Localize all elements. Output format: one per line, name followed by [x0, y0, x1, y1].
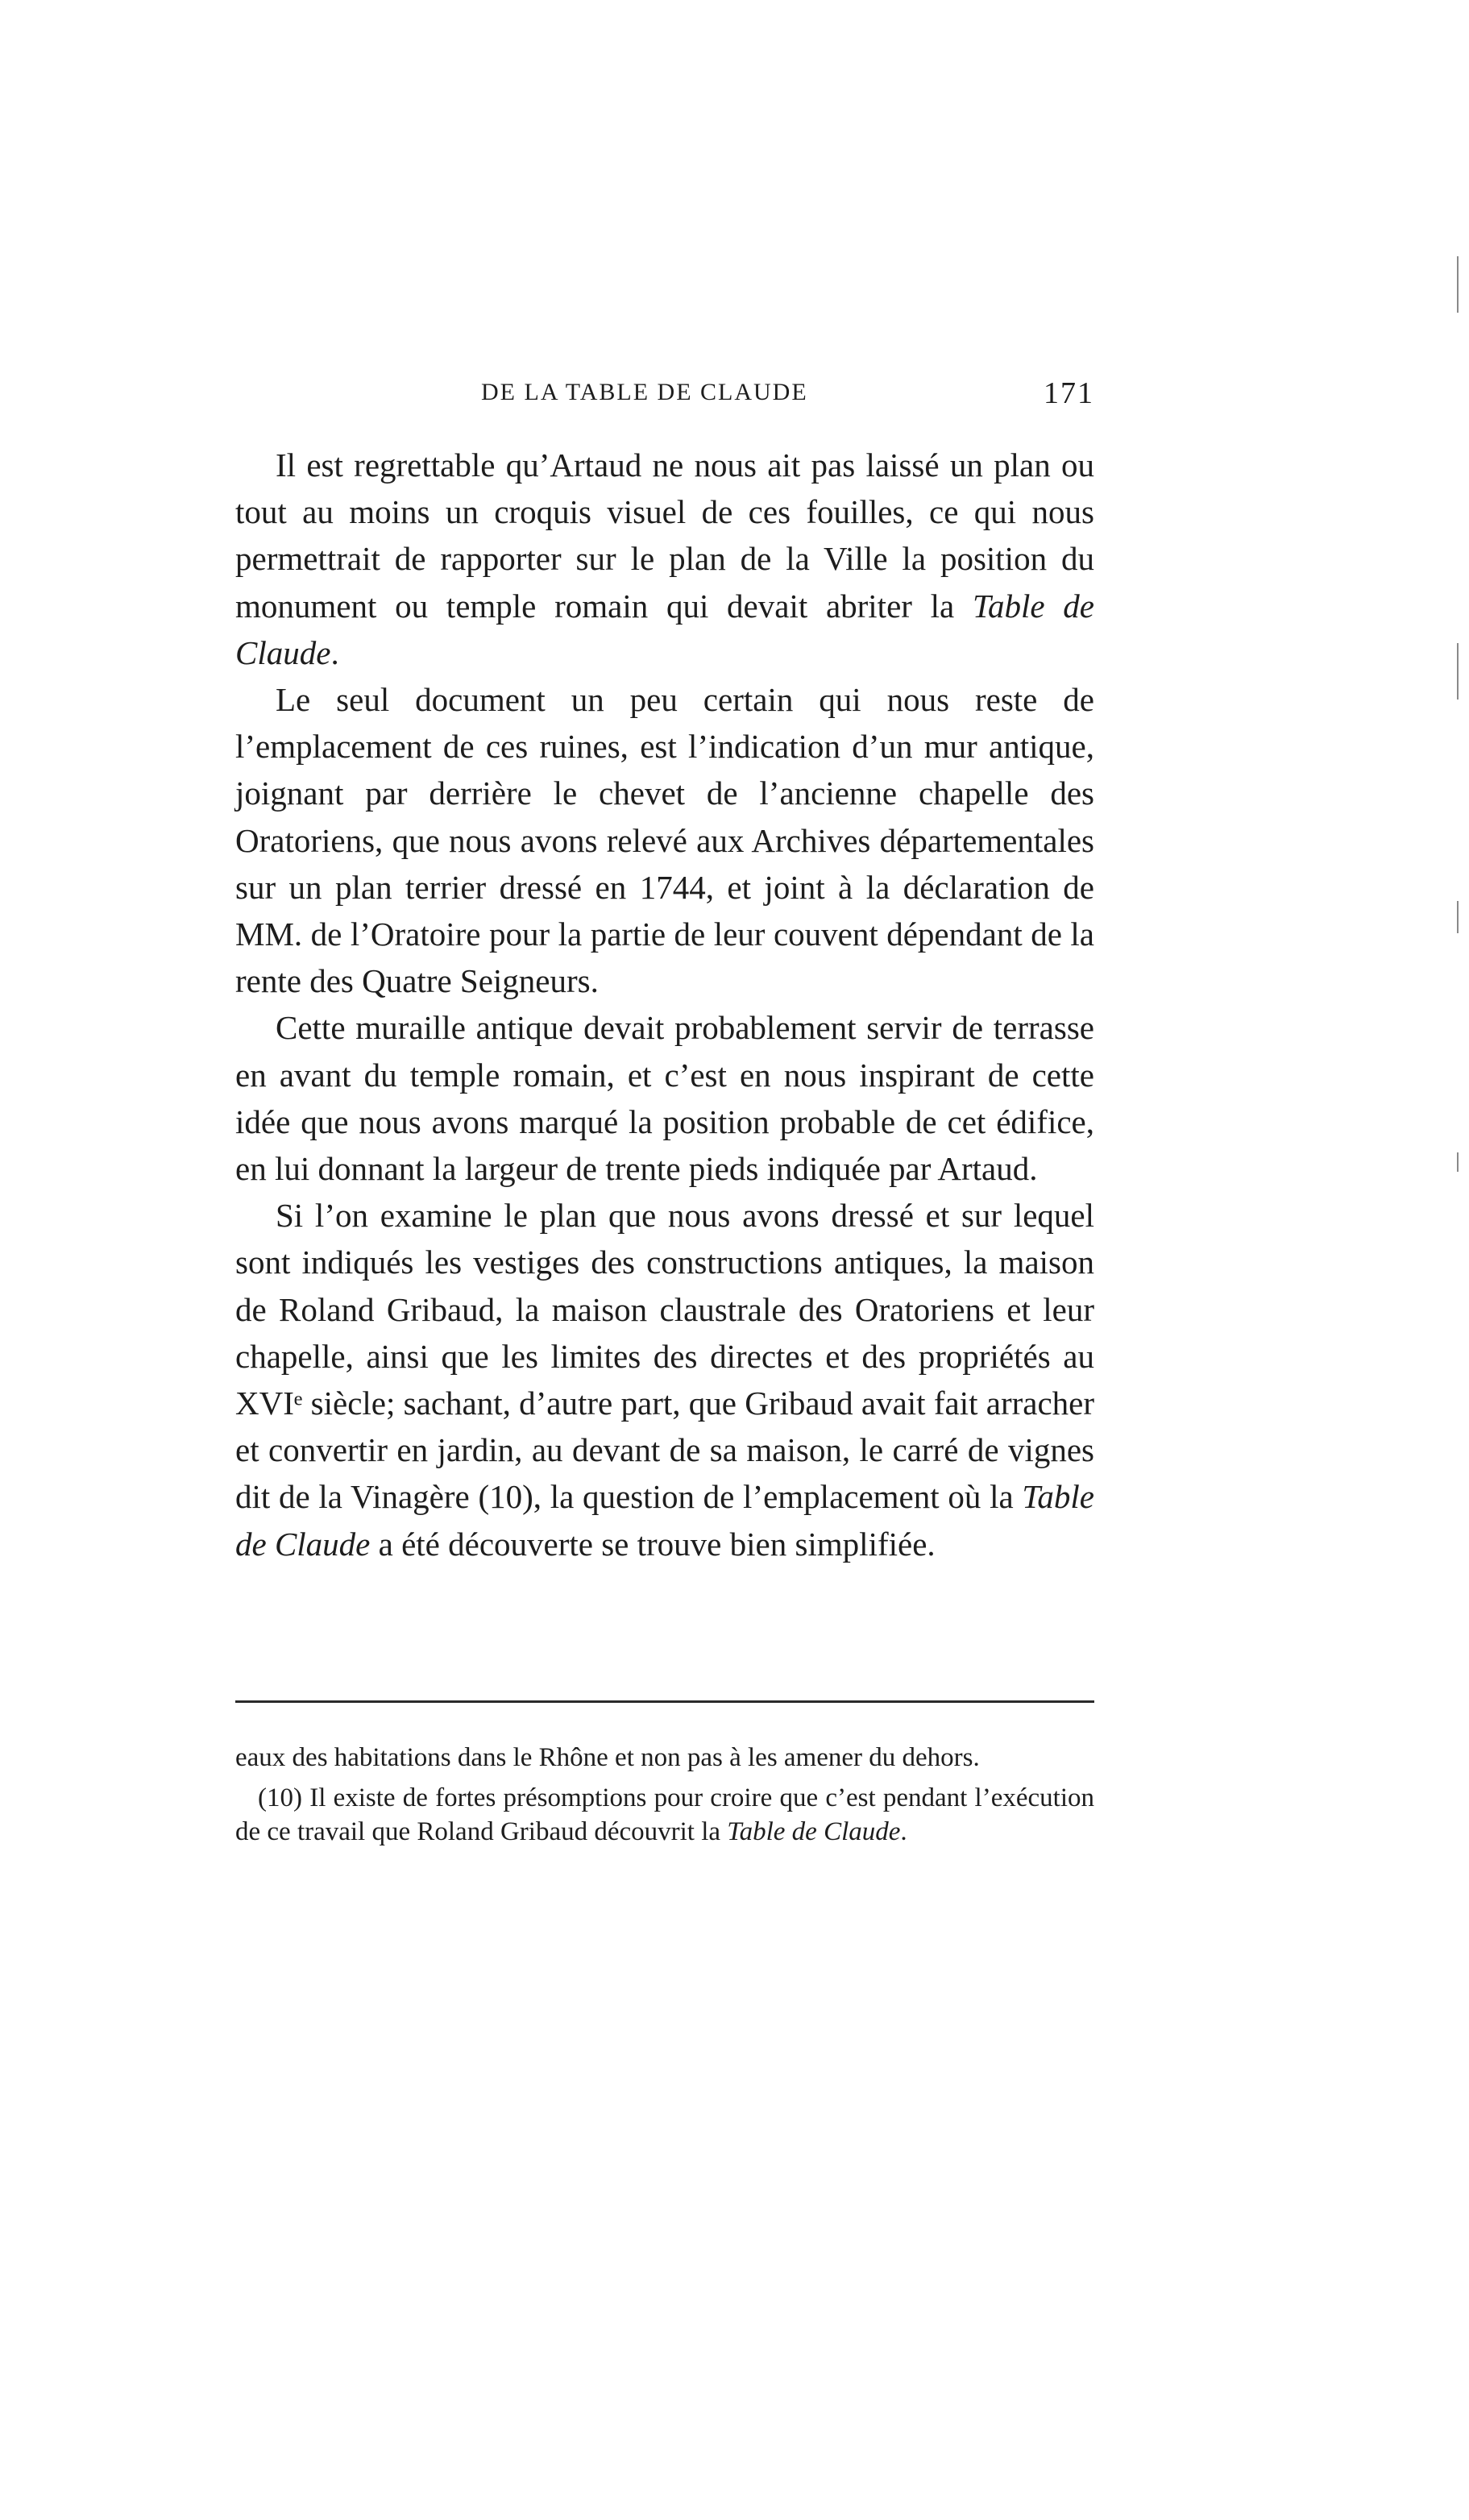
paragraph-4-text-a: Si l’on examine le plan que nous avons dressé et sur lequel sont indiqués les vestiges des constructions antiques, la maison de Roland Gribaud, la maison claustrale des Oratoriens et leur chapelle, ainsi que les limites des directes et des propriétés au	[235, 1197, 1094, 1375]
footnote-10-end: .	[900, 1817, 907, 1846]
footnote-10	[235, 1781, 1094, 1849]
running-title: DE LA TABLE DE CLAUDE	[481, 379, 808, 405]
paragraph-4-italic: Table de Claude	[235, 1478, 1094, 1563]
paragraph-2: Le seul document un peu certain qui nous reste de l’emplacement de ces ruines, est l’indication d’un mur antique, joignant par derrière le chevet de l’ancienne chapelle des Oratoriens, que nous avons relevé aux Archives départementales sur un plan terrier dressé en 1744, et joint à la déclaration de MM. de l’Oratoire pour la partie de leur couvent dépendant de la rente des Quatre Seigneurs.	[235, 681, 1094, 1000]
paragraph-1-text: Il est regrettable qu’Artaud ne nous ait pas laissé un plan ou tout au moins un croquis visuel de ces fouilles, ce qui nous permettrait de rapporter sur le plan de la Ville la position du monument ou temple romain qui devait abriter la	[235, 446, 1094, 625]
footnote-10-text: (10) Il existe de fortes présomptions pour croire que c’est pendant l’exécution de ce travail que Roland Gribaud découvrit la	[235, 1783, 1094, 1846]
paragraph-4-text-b: siècle; sachant, d’autre part, que Gribaud avait fait arracher et convertir en jardin, au devant de sa maison, le carré de vignes dit de la Vinagère (10), la question de l’emplacement où la	[235, 1385, 1094, 1516]
paragraph-1	[235, 442, 1094, 676]
paragraph-1-italic: Table de Claude	[235, 587, 1094, 671]
paragraph-3: Cette muraille antique devait probablement servir de terrasse en avant du temple romain, et c’est en nous inspirant de cette idée que nous avons marqué la position probable de cet édifice, en lui donnant la largeur de trente pieds indiquée par Artaud.	[235, 1009, 1094, 1188]
main-text	[235, 442, 1094, 1567]
margin-mark	[1457, 256, 1459, 313]
century-numeral: XVIᵉ	[235, 1385, 303, 1422]
page-number: 171	[1044, 376, 1094, 410]
footnote-continuation: eaux des habitations dans le Rhône et non pas à les amener du dehors.	[235, 1743, 980, 1772]
footnote-10-italic: Table de Claude	[727, 1817, 901, 1846]
paragraph-4	[235, 1192, 1094, 1567]
footnotes	[235, 1741, 1094, 1849]
margin-mark	[1457, 643, 1459, 700]
running-head	[235, 376, 1094, 419]
margin-mark	[1457, 901, 1459, 933]
paragraph-4-text-c: a été découverte se trouve bien simplifiée.	[370, 1525, 936, 1563]
paragraph-1-end: .	[330, 633, 339, 671]
footnote-rule	[235, 1700, 1094, 1703]
margin-mark	[1457, 1152, 1459, 1172]
